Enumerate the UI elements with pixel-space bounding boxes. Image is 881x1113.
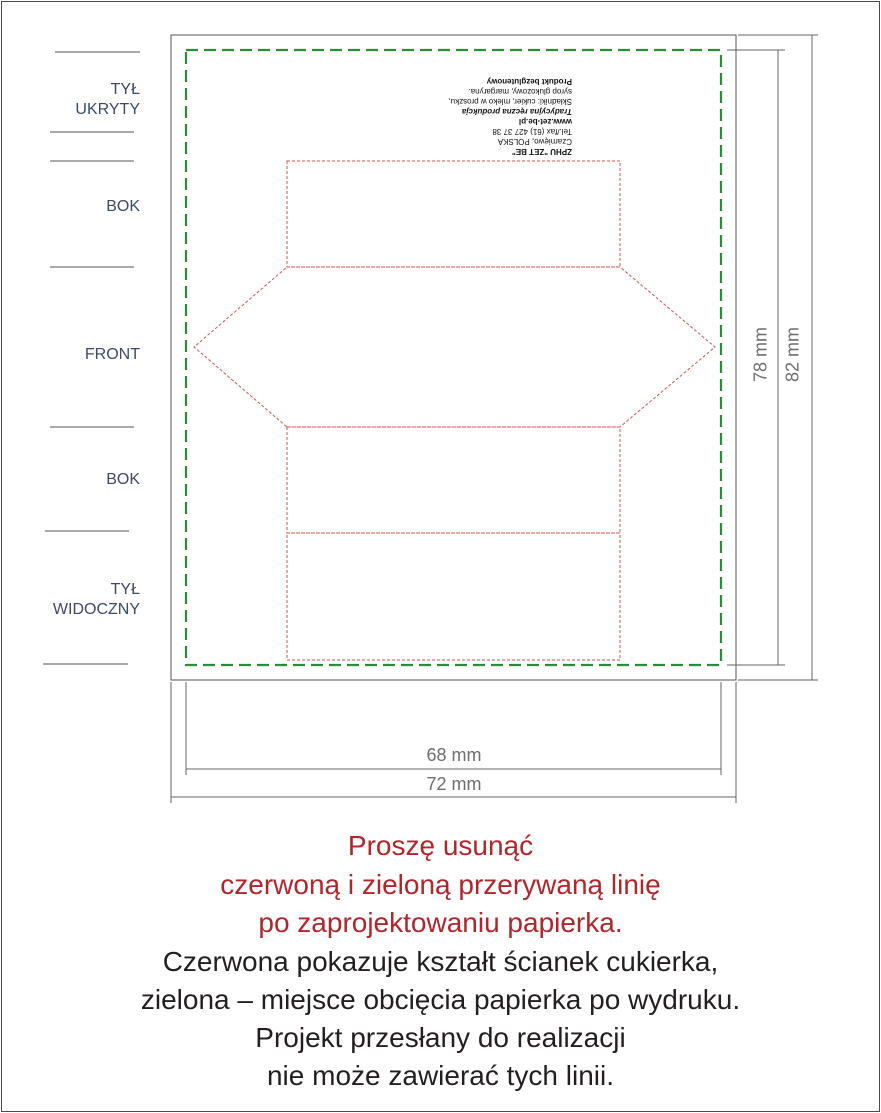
company-name: ZPHU "ZET BE": [511, 147, 572, 156]
company-tagline: Tradycyjna ręczna produkcja: [461, 107, 572, 116]
gluten-free-note: Produkt bezglutenowy: [486, 77, 572, 86]
notice-red-line-1: Proszę usunąć: [347, 830, 534, 861]
notice-red-line-2: czerwoną i zieloną przerywaną linię: [220, 869, 661, 900]
package-info: [352, 76, 572, 156]
label-back-visible-text: TYŁ WIDOCZNY: [52, 581, 140, 618]
candy-top-side: [287, 161, 620, 267]
inner-height-label: 78 mm: [750, 327, 771, 383]
company-address: Czarnięwo, POLSKA: [497, 137, 572, 146]
outer-height-label: 82 mm: [782, 327, 803, 383]
notice-red-line-3: po zaprojektowaniu papierka.: [258, 907, 623, 938]
outer-width-label: 72 mm: [426, 774, 482, 794]
label-front: FRONT: [84, 346, 140, 363]
company-website: www.zet-be.pl: [518, 117, 572, 126]
notice-dark-line-1: Czerwona pokazuje kształt ścianek cukierka,: [162, 946, 719, 977]
label-back-hidden: [40, 80, 140, 120]
label-back-visible: [40, 580, 140, 620]
inner-width-label: 68 mm: [426, 745, 482, 765]
label-side-top: BOK: [106, 198, 140, 215]
candy-back: [287, 533, 620, 660]
ingredients-line-2: syrop glukozowy, margaryna.: [468, 87, 572, 96]
label-side-bottom: BOK: [106, 471, 140, 488]
candy-front: [194, 267, 715, 427]
label-back-hidden-text: TYŁ UKRYTY: [75, 81, 140, 118]
company-phone: Tel./fax (61) 427 37 38: [492, 127, 572, 136]
notice-dark-line-4: nie może zawierać tych linii.: [266, 1060, 615, 1091]
notice-dark-line-2: zielona – miejsce obcięcia papierka po wydruku.: [140, 984, 741, 1015]
height-dimensions: [727, 35, 818, 680]
candy-bottom-side: [287, 427, 620, 533]
notice-dark-line-3: Projekt przesłany do realizacji: [255, 1022, 626, 1053]
candy-shape: [194, 161, 715, 660]
ingredients-line-1: Składniki: cukier, mleko w proszku,: [448, 97, 572, 106]
